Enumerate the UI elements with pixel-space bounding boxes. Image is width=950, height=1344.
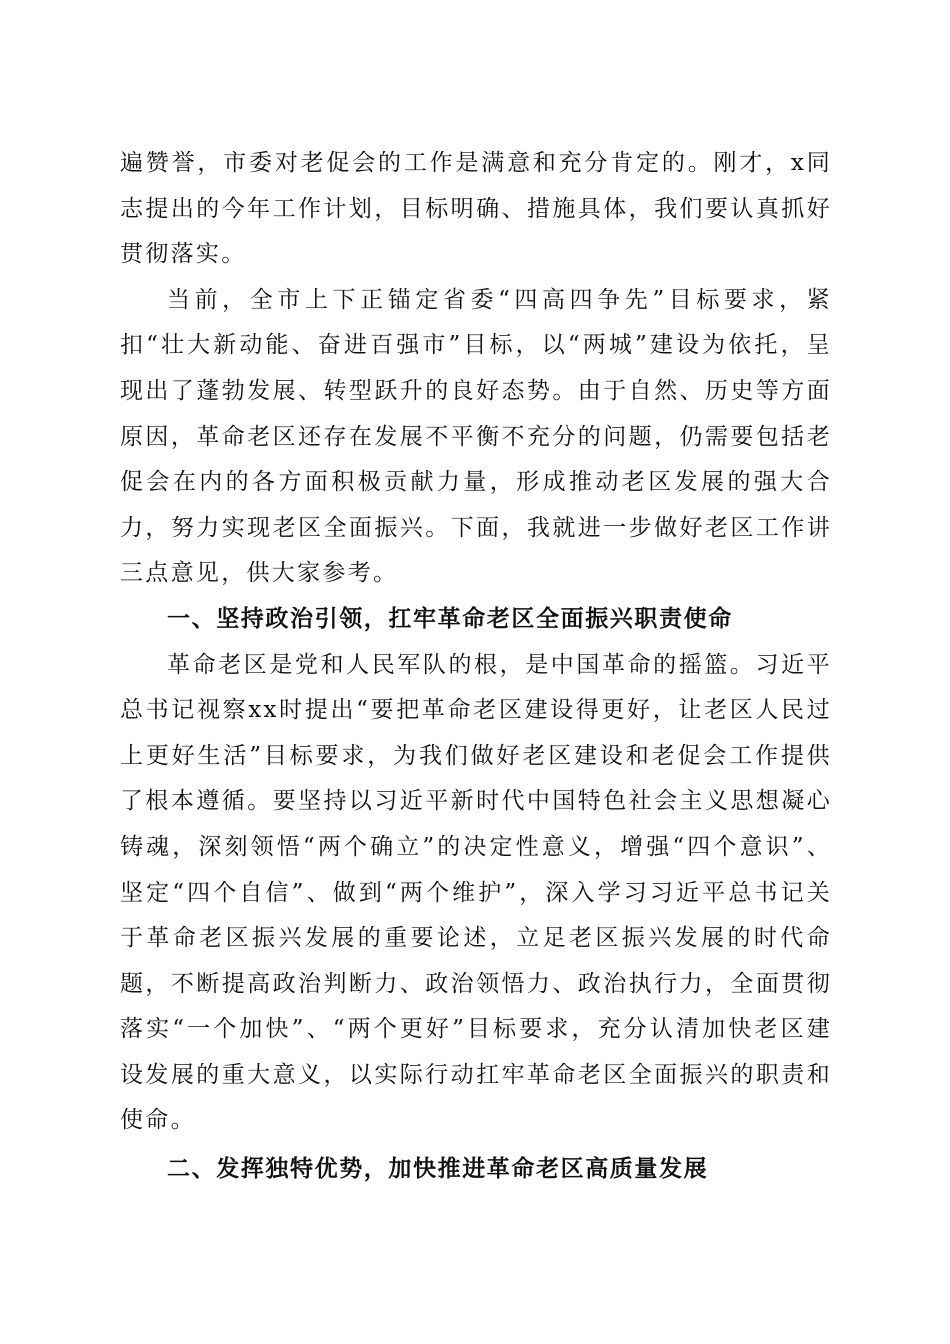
paragraph-current-situation: 当前，全市上下正锚定省委“四高四争先”目标要求，紧扣“壮大新动能、奋进百强市”目标，以“两城”建设为依托，呈现出了蓬勃发展、转型跃升的良好态势。由于自然、历史等方面原因，革命老区还存在发展不平衡不充分的问题，仍需要包括老促会在内的各方面积极贡献力量，形成推动老区发展的强大合力，努力实现老区全面振兴。下面，我就进一步做好老区工作讲三点意见，供大家参考。: [120, 286, 832, 587]
document-page: [120, 141, 832, 1193]
section-heading-2: 二、发挥独特优势，加快推进革命老区高质量发展: [167, 1156, 709, 1183]
section-heading-1: 一、坚持政治引领，扛牢革命老区全面振兴职责使命: [167, 605, 733, 632]
paragraph-continued: 遍赞誉，市委对老促会的工作是满意和充分肯定的。刚才，x同志提出的今年工作计划，目标明确、措施具体，我们要认真抓好贯彻落实。: [120, 150, 832, 268]
paragraph-political-guidance: 革命老区是党和人民军队的根，是中国革命的摇篮。习近平总书记视察xx时提出“要把革命老区建设得更好，让老区人民过上更好生活”目标要求，为我们做好老区建设和老促会工作提供了根本遵循。要坚持以习近平新时代中国特色社会主义思想凝心铸魂，深刻领悟“两个确立”的决定性意义，增强“四个意识”、坚定“四个自信”、做到“两个维护”，深入学习习近平总书记关于革命老区振兴发展的重要论述，立足老区振兴发展的时代命题，不断提高政治判断力、政治领悟力、政治执行力，全面贯彻落实“一个加快”、“两个更好”目标要求，充分认清加快老区建设发展的重大意义，以实际行动扛牢革命老区全面振兴的职责和使命。: [120, 651, 832, 1134]
